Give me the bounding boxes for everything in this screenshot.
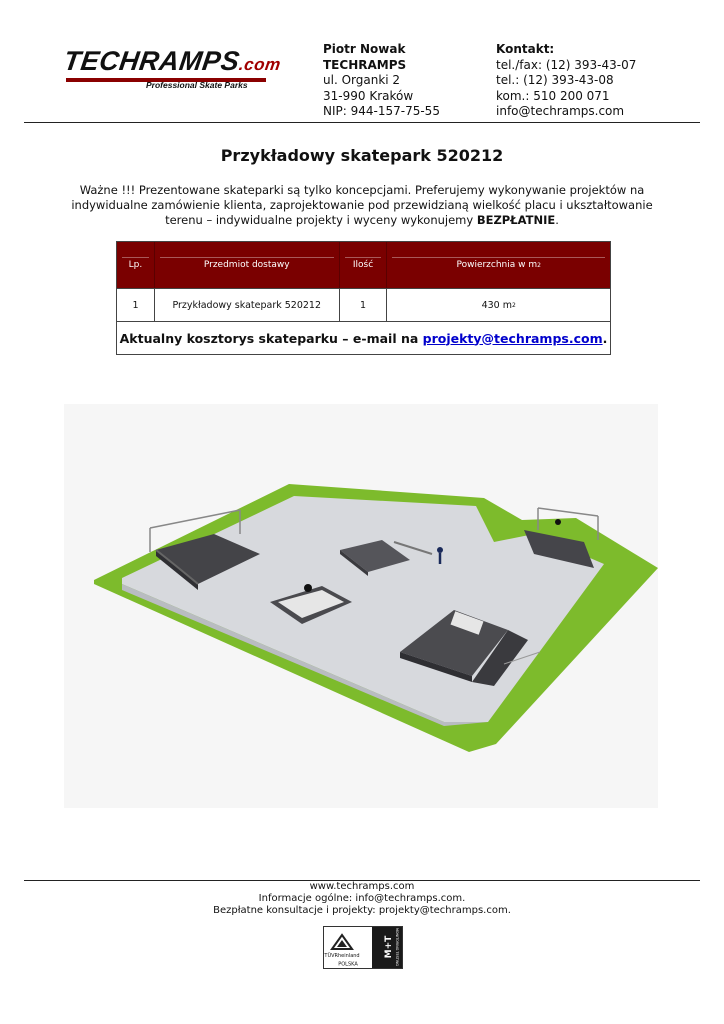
notice-emphasis: BEZPŁATNIE [476, 213, 556, 227]
footer-website[interactable]: www.techramps.com [309, 881, 415, 892]
cell-area-text: 430 m [481, 299, 513, 311]
table-footer [117, 321, 610, 354]
tuv-mt-logo [324, 927, 402, 968]
footer-info: Informacje ogólne: info@techramps.com. [258, 893, 466, 904]
header-lp: Lp. [117, 242, 155, 288]
header-divider [24, 122, 700, 123]
company-address [323, 42, 440, 120]
header-item: Przedmiot dostawy [155, 242, 340, 288]
header-area [387, 242, 610, 288]
cell-area-sup: 2 [512, 301, 516, 309]
skatepark-render [64, 404, 658, 808]
techramps-logo [62, 44, 282, 94]
logo-suffix: .com [237, 55, 283, 74]
skatepark-illustration [64, 404, 658, 808]
table-footer-end: . [602, 330, 608, 346]
company-city: 31-990 Kraków [323, 88, 414, 103]
contact-block [496, 42, 636, 120]
contact-mobile: kom.: 510 200 071 [496, 88, 610, 103]
badge-left-text: TÜVRheinland [324, 953, 360, 959]
notice-paragraph [62, 183, 662, 228]
contact-telfax: tel./fax: (12) 393-43-07 [496, 57, 637, 72]
logo-tagline: Professional Skate Parks [146, 80, 248, 90]
header-qty: Ilość [340, 242, 388, 288]
contact-email[interactable]: info@techramps.com [496, 104, 625, 118]
delivery-table [116, 241, 611, 355]
header-area-sup: 2 [537, 261, 541, 269]
table-header [117, 242, 610, 288]
notice-text: Ważne !!! Prezentowane skateparki są tylko koncepcjami. Preferujemy wykonywanie projektów na indywidualne zamówienie klienta, zaprojektowanie pod przewidzianą wielkość placu i ukształtowanie terenu – indywidualne projekty i wyceny wykonujemy [71, 183, 653, 227]
company-street: ul. Organki 2 [323, 73, 401, 87]
contact-tel: tel.: (12) 393-43-08 [496, 73, 614, 87]
notice-end: . [555, 213, 559, 227]
company-person: Piotr Nowak [323, 42, 406, 56]
table-row [117, 288, 610, 321]
page-title: Przykładowy skatepark 520212 [220, 146, 504, 165]
contact-heading: Kontakt: [496, 42, 555, 56]
logo-main-text: TECHRAMPS [61, 46, 242, 76]
badge-right-sub: MONITORING TESTING [395, 927, 399, 967]
table-footer-text: Aktualny kosztorys skateparku – e-mail na [119, 330, 419, 346]
header-area-text: Powierzchnia w m [456, 260, 538, 270]
certification-badge [323, 926, 403, 969]
badge-left-sub: POLSKA [338, 961, 358, 968]
cell-lp: 1 [117, 289, 155, 321]
company-nip: NIP: 944-157-75-55 [323, 104, 440, 118]
cell-qty: 1 [340, 289, 388, 321]
cell-item: Przykładowy skatepark 520212 [155, 289, 340, 321]
badge-right-text: M+T [384, 935, 394, 959]
company-firm: TECHRAMPS [323, 57, 407, 72]
cell-area [387, 289, 610, 321]
projekty-email-link[interactable]: projekty@techramps.com [422, 330, 603, 346]
footer-consult: Bezpłatne konsultacje i projekty: projekty@techramps.com. [213, 905, 511, 916]
